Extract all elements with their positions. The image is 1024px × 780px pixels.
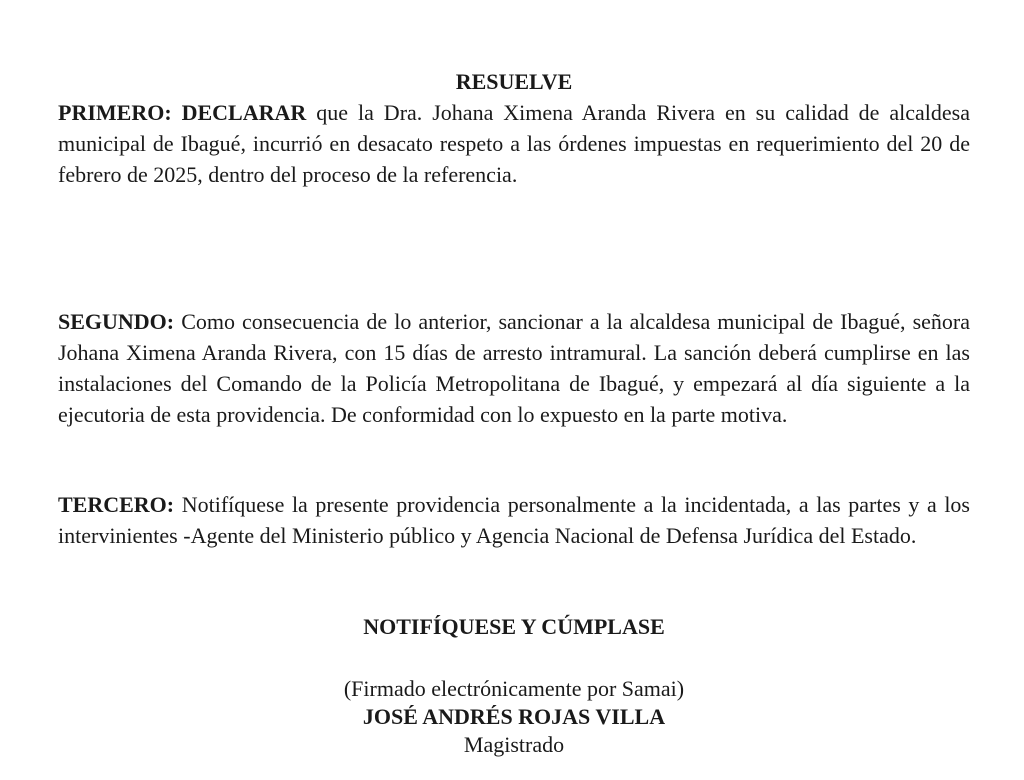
closing-statement: NOTIFÍQUESE Y CÚMPLASE (363, 614, 665, 639)
section-tercero (58, 489, 970, 551)
section-segundo-lead: SEGUNDO: (58, 309, 175, 334)
section-segundo (58, 306, 970, 430)
resolution-heading: RESUELVE (455, 69, 573, 94)
section-primero-lead: PRIMERO: DECLARAR (58, 100, 307, 125)
signature-note: (Firmado electrónicamente por Samai) (343, 676, 685, 701)
signatory-name: JOSÉ ANDRÉS ROJAS VILLA (362, 704, 666, 729)
signatory-title: Magistrado (463, 732, 565, 757)
section-tercero-lead: TERCERO: (58, 492, 175, 517)
section-primero (58, 97, 970, 190)
section-primero-text: que la Dra. Johana Ximena Aranda Rivera en su calidad de alcaldesa municipal de Ibagué, incurrió en desacato respeto a las órdenes impuestas en requerimiento del 20 de febrero de 2025, dentro del proceso de la referencia. (58, 100, 971, 187)
section-segundo-text: Como consecuencia de lo anterior, sancionar a la alcaldesa municipal de Ibagué, señora Johana Ximena Aranda Rivera, con 15 días de arresto intramural. La sanción deberá cumplirse en las instalaciones del Comando de la Policía Metropolitana de Ibagué, y empezará al día siguiente a la ejecutoria de esta providencia. De conformidad con lo expuesto en la parte motiva. (58, 309, 970, 427)
section-tercero-text: Notifíquese la presente providencia personalmente a la incidentada, a las partes y a los intervinientes -Agente del Ministerio público y Agencia Nacional de Defensa Jurídica del Estado. (58, 492, 970, 548)
